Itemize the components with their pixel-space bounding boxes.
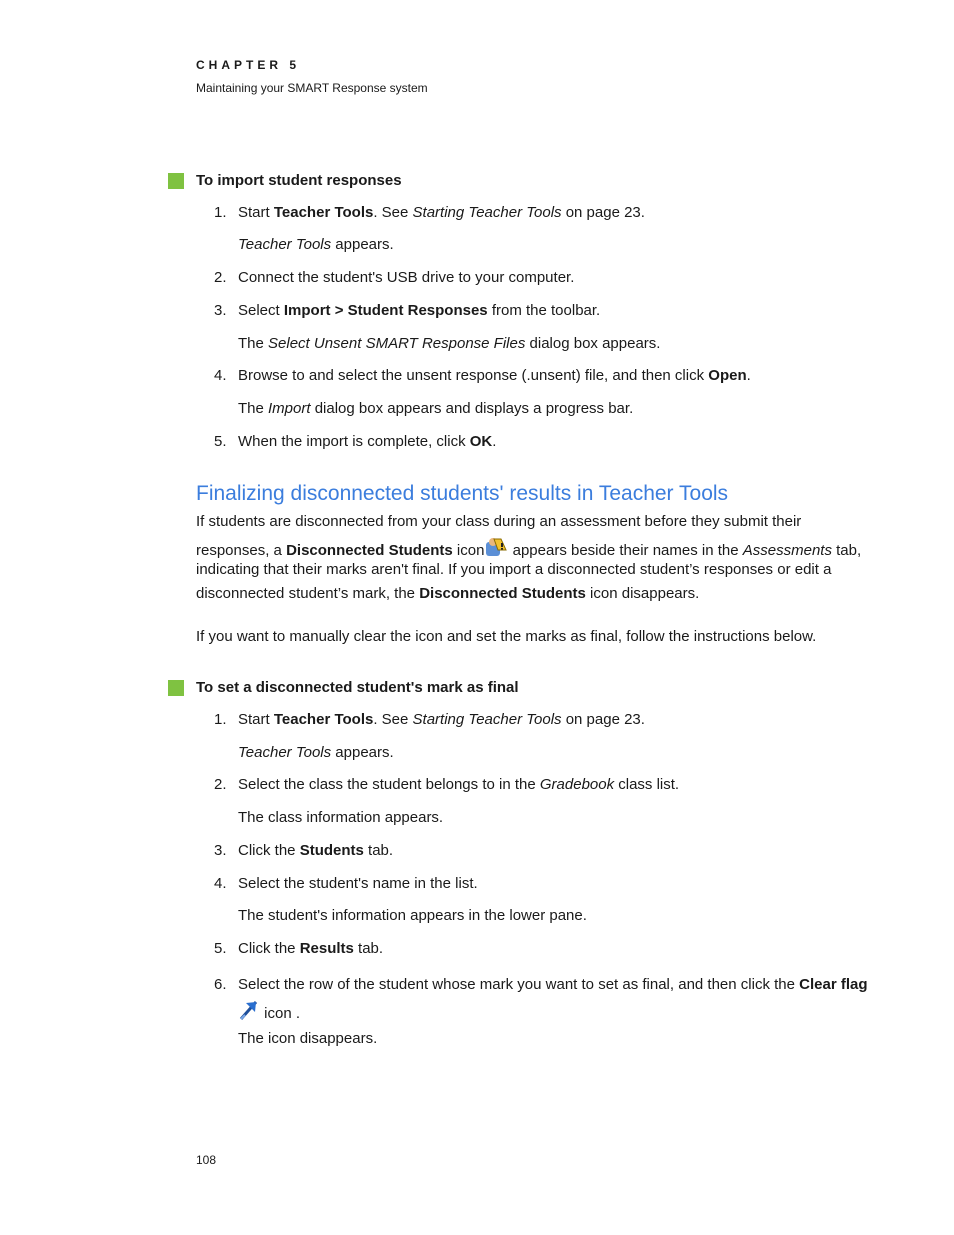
step-text: Browse to and select the unsent response (.unsent) file, and then click Open. <box>238 367 751 384</box>
procedure-marker-icon <box>168 680 184 696</box>
list-item: 4. Select the student's name in the list. <box>214 873 874 895</box>
list-item: 3. Click the Students tab. <box>214 840 874 862</box>
step-result: The student's information appears in the lower pane. <box>238 907 587 924</box>
paragraph: indicating that their marks aren't final. If you import a disconnected student’s responses or edit a <box>196 561 832 578</box>
procedure-heading <box>168 679 519 696</box>
step-text: When the import is complete, click OK. <box>238 433 497 450</box>
step-result: Teacher Tools appears. <box>238 744 394 761</box>
list-item: 2. Connect the student's USB drive to your computer. <box>214 267 874 289</box>
list-item: 2. Select the class the student belongs to in the Gradebook class list. <box>214 774 874 796</box>
clear-flag-icon <box>238 999 260 1031</box>
step-result: The class information appears. <box>238 809 444 826</box>
step-text: Click the Results tab. <box>238 940 384 957</box>
step-text: Select the class the student belongs to in the Gradebook class list. <box>238 776 680 793</box>
list-item: 4. Browse to and select the unsent response (.unsent) file, and then click Open. <box>214 365 874 387</box>
paragraph: If students are disconnected from your class during an assessment before they submit their <box>196 513 802 530</box>
step-result: The Select Unsent SMART Response Files dialog box appears. <box>238 335 661 352</box>
step-result: The Import dialog box appears and displays a progress bar. <box>238 400 634 417</box>
list-item: 5. When the import is complete, click OK. <box>214 431 874 453</box>
step-result: Teacher Tools appears. <box>238 236 394 253</box>
section-heading: Finalizing disconnected students' results in Teacher Tools <box>196 482 729 505</box>
paragraph: disconnected student’s mark, the Disconnected Students icon disappears. <box>196 585 700 602</box>
list-item: 6. Select the row of the student whose mark you want to set as final, and then click the Clear flag icon . <box>214 971 874 1031</box>
paragraph: If you want to manually clear the icon and set the marks as final, follow the instructions below. <box>196 628 817 645</box>
step-text: Start Teacher Tools. See Starting Teacher Tools on page 23. <box>238 711 645 728</box>
step-text: Connect the student's USB drive to your computer. <box>238 269 575 286</box>
step-text: Select the row of the student whose mark you want to set as final, and then click the Clear flag icon . <box>238 971 868 1031</box>
list-item: 3. Select Import > Student Responses from the toolbar. <box>214 300 874 322</box>
procedure-title: To set a disconnected student's mark as final <box>196 679 519 696</box>
step-text: Select the student's name in the list. <box>238 875 478 892</box>
chapter-title: Maintaining your SMART Response system <box>196 81 428 95</box>
list-item: 1. Start Teacher Tools. See Starting Teacher Tools on page 23. <box>214 709 874 731</box>
list-item: 5. Click the Results tab. <box>214 938 874 960</box>
step-text: Click the Students tab. <box>238 842 394 859</box>
step-text: Select Import > Student Responses from the toolbar. <box>238 302 601 319</box>
step-result: The icon disappears. <box>238 1030 378 1047</box>
paragraph: responses, a Disconnected Students icon appears beside their names in the Assessments tab, <box>196 536 876 566</box>
step-text: Start Teacher Tools. See Starting Teacher Tools on page 23. <box>238 204 645 221</box>
page-number: 108 <box>196 1153 217 1167</box>
procedure-marker-icon <box>168 173 184 189</box>
list-item: 1. Start Teacher Tools. See Starting Teacher Tools on page 23. <box>214 202 874 224</box>
procedure-title: To import student responses <box>196 172 402 189</box>
procedure-heading <box>168 172 402 189</box>
chapter-label: CHAPTER 5 <box>196 58 301 72</box>
